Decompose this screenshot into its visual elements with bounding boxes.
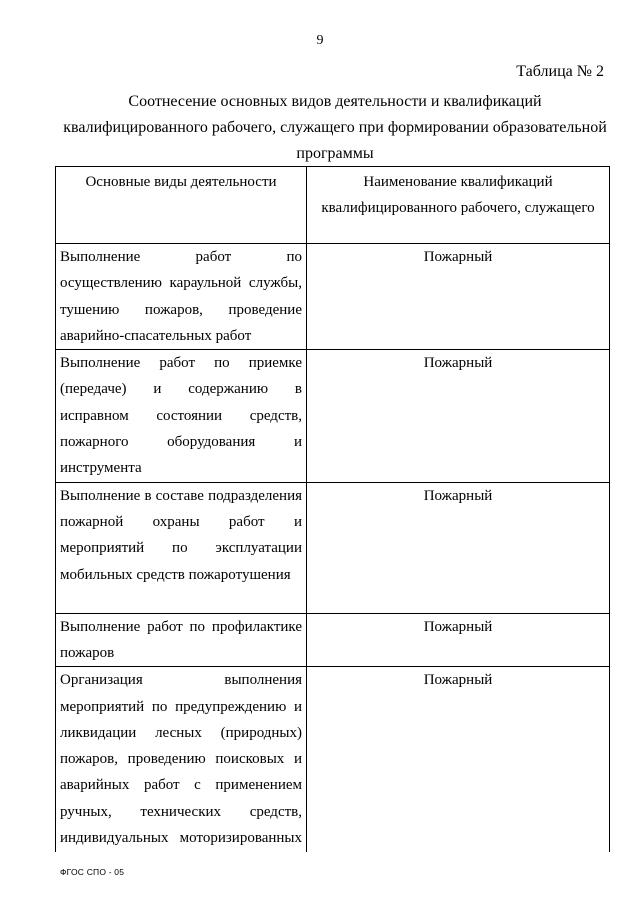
page-number: 9 xyxy=(316,33,324,48)
column-header-qualifications: Наименование квалификаций квалифицированного рабочего, служащего xyxy=(307,167,610,244)
table-row xyxy=(56,613,610,667)
table-title-line-1: Соотнесение основных видов деятельности и квалификаций xyxy=(128,93,542,110)
table-row xyxy=(56,667,610,852)
table-label: Таблица № 2 xyxy=(516,63,604,80)
table-row xyxy=(56,482,610,613)
qualification-cell: Пожарный xyxy=(307,667,610,852)
qualification-cell: Пожарный xyxy=(307,244,610,350)
table-header-row xyxy=(56,167,610,244)
activity-cell: Организация выполнения мероприятий по предупреждению и ликвидации лесных (природных) пожаров, проведению поисковых и аварийных работ с применением ручных, технических средств, индивидуальных моторизированных xyxy=(56,667,307,852)
table-title-line-3: программы xyxy=(296,145,374,162)
activity-cell: Выполнение работ по осуществлению караульной службы, тушению пожаров, проведение аварийно-спасательных работ xyxy=(56,244,307,350)
table-title xyxy=(62,89,608,167)
qualification-cell: Пожарный xyxy=(307,350,610,482)
document-footer-code: ФГОС СПО - 05 xyxy=(60,867,125,877)
column-header-activities: Основные виды деятельности xyxy=(56,167,307,244)
qualifications-table xyxy=(55,166,610,852)
activity-cell: Выполнение работ по приемке (передаче) и содержанию в исправном состоянии средств, пожарного оборудования и инструмента xyxy=(56,350,307,482)
activity-cell: Выполнение работ по профилактике пожаров xyxy=(56,613,307,667)
activity-cell: Выполнение в составе подразделения пожарной охраны работ и мероприятий по эксплуатации мобильных средств пожаротушения xyxy=(56,482,307,613)
table-title-line-2: квалифицированного рабочего, служащего при формировании образовательной xyxy=(63,119,607,136)
table-row xyxy=(56,350,610,482)
table-row xyxy=(56,244,610,350)
qualification-cell: Пожарный xyxy=(307,482,610,613)
qualification-cell: Пожарный xyxy=(307,613,610,667)
